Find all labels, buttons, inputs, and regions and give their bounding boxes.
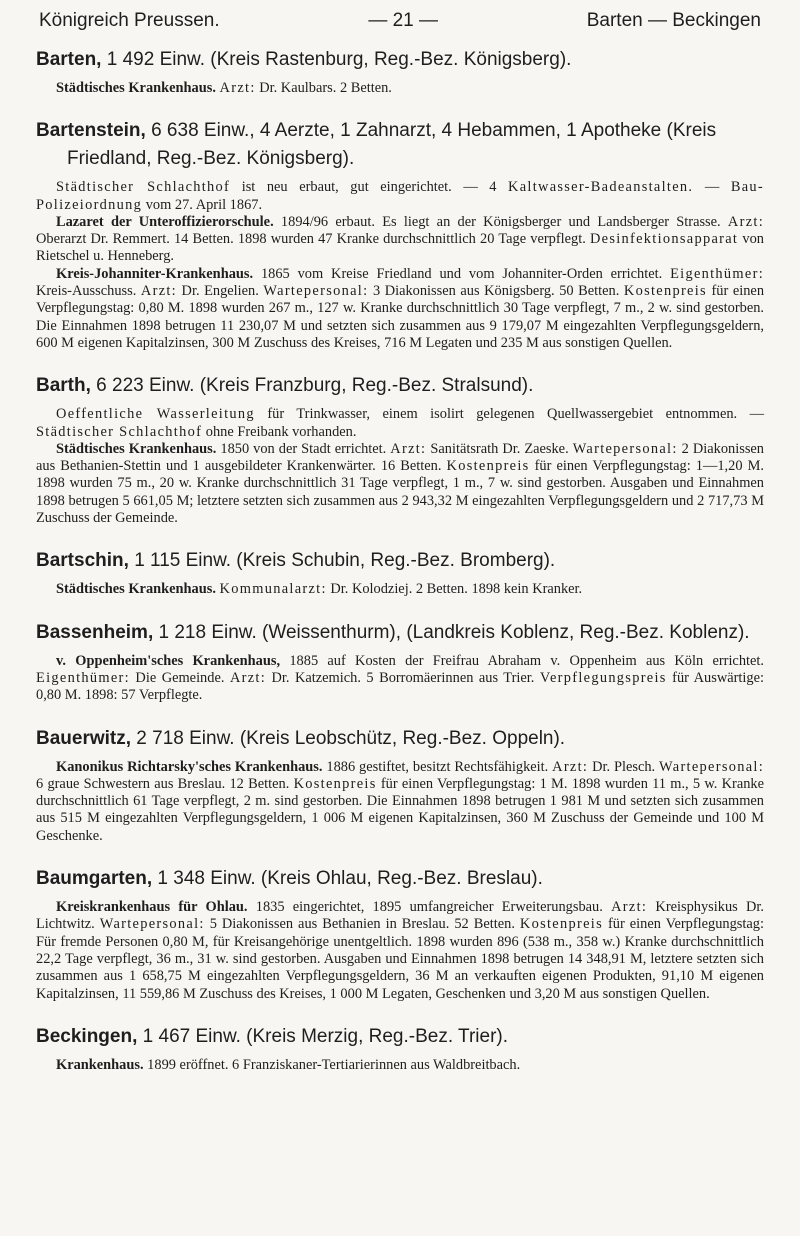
text-run: Kreisphysikus Dr. Lichtwitz.	[36, 899, 765, 933]
text-run: Die Gemeinde.	[129, 669, 230, 686]
town-details: 6 223 Einw. (Kreis Franzburg, Reg.-Bez. Stralsund).	[90, 375, 534, 397]
text-run: für einen Verpflegungstag: 1 M. 1898 wurden 11 m., 5 w. Kranke durchschnittlich 61 Tage verpflegt, 2 m. sind gestorben. Die Einnahmen 1898 betrugen 1 981 M und setzten sich zusammen aus 515 M eingezahlten Verpflegungsgeldern, 1 006 M eigenen Kapitalzinsen, 360 M Zuschuss der Gemeinde und 100 M Geschenke.	[36, 775, 765, 844]
town-name: Bartschin,	[36, 550, 129, 572]
town-name: Barth,	[36, 375, 91, 397]
text-run: vom 27. April 1867.	[142, 196, 263, 213]
spaced-term: Arzt:	[552, 758, 589, 775]
institution-name: Kanonikus Richtarsky'sches Krankenhaus.	[56, 758, 323, 775]
text-run: 1835 eingerichtet, 1895 umfangreicher Erweiterungsbau.	[247, 899, 612, 916]
text-run: für Trinkwasser, einem isolirt gelegenen Quellwassergebiet entnommen. —	[254, 406, 765, 423]
town-details: 2 718 Einw. (Kreis Leobschütz, Reg.-Bez. Oppeln).	[131, 727, 566, 749]
entry	[36, 1023, 764, 1074]
entry-paragraph	[36, 179, 764, 214]
spaced-term: Eigenthümer:	[670, 265, 764, 282]
town-name: Baumgarten,	[36, 868, 153, 890]
entry	[36, 865, 764, 1003]
town-details: 6 638 Einw., 4 Aerzte, 1 Zahnarzt, 4 Hebammen, 1 Apotheke (Kreis Friedland, Reg.-Bez. Königsberg).	[67, 120, 717, 170]
entry	[36, 619, 764, 705]
entry-paragraph	[36, 441, 764, 527]
institution-name: Kreis-Johanniter-Krankenhaus.	[56, 265, 254, 282]
entry-paragraph	[36, 1057, 764, 1074]
entry-heading	[36, 619, 764, 647]
text-run: für einen Verpflegungstag: Für fremde Personen 0,80 M, für Kreisangehörige unentgeltlich. 1898 wurden 896 (538 m., 358 w.) Kranke durchschnittlich 22,2 Tage verpflegt, 36 m., 31 w. sind gestorben. Ausgaben und Einnahmen 1898 betrugen 14 348,91 M, letztere setzten sich zusammen aus 1 658,75 M eingezahlten Verpflegungsgeldern, 36 M an verkauften eigenen Produkten, 91,10 M eigenen Kapitalzinsen, 11 559,86 M Zuschuss des Kreises, 1 000 M Legaten, Geschenken und 3,20 M aus sonstigen Quellen.	[36, 916, 764, 1002]
text-run: von Rietschel u. Henneberg.	[36, 231, 764, 265]
spaced-term: Verpflegungspreis	[539, 669, 667, 686]
page-number: — 21 —	[368, 10, 439, 31]
spaced-term: Wartepersonal:	[659, 758, 764, 775]
text-run: 5 Diakonissen aus Bethanien in Breslau. 52 Betten.	[204, 916, 520, 933]
spaced-term: Arzt:	[727, 213, 764, 230]
spaced-term: Kostenpreis	[623, 283, 707, 300]
entry-paragraph	[36, 214, 764, 266]
town-details: 1 348 Einw. (Kreis Ohlau, Reg.-Bez. Breslau).	[152, 868, 543, 890]
spaced-term: Arzt:	[611, 899, 648, 916]
spaced-term: Kostenpreis	[519, 916, 603, 933]
entry-heading	[36, 725, 764, 753]
entry-paragraph	[36, 406, 764, 441]
spaced-term: Arzt:	[229, 669, 267, 686]
text-run: für einen Verpflegungstag: 0,80 M. 1898 wurden 267 m., 127 w. Kranke durchschnittlich 30 Tage verpflegt, 7 m., 2 w. sind gestorben. Die Einnahmen 1898 betrugen 11 230,07 M und setzten sich zusammen aus 9 179,07 M eingezahlten Verpflegungsgeldern, 600 M eigenen Kapitalzinsen, 300 M Zuschuss des Kreises, 716 M Legaten und 235 M aus sonstigen Quellen.	[36, 283, 765, 351]
entry-paragraph	[36, 759, 764, 845]
entries	[36, 46, 764, 1074]
entry-paragraph	[36, 899, 764, 1003]
institution-name: v. Oppenheim'sches Krankenhaus,	[56, 652, 281, 669]
entry-paragraph	[36, 80, 764, 97]
spaced-term: Kommunalarzt:	[219, 581, 327, 598]
spaced-term: Wartepersonal:	[263, 283, 369, 300]
entry-heading	[36, 865, 764, 893]
town-name: Beckingen,	[36, 1025, 138, 1047]
institution-name: Städtisches Krankenhaus.	[56, 440, 217, 457]
text-run: 1865 vom Kreise Friedland und vom Johanniter-Orden errichtet.	[253, 265, 671, 282]
text-run: Oberarzt Dr. Remmert. 14 Betten. 1898 wurden 47 Kranke durchschnittlich 20 Tage verpflegt.	[36, 231, 590, 248]
institution-name: Städtisches Krankenhaus.	[56, 581, 216, 598]
town-name: Bauerwitz,	[36, 727, 132, 749]
entry	[36, 117, 764, 352]
entry-heading	[36, 46, 764, 74]
entry	[36, 725, 764, 845]
entry-paragraph	[36, 581, 764, 598]
spaced-term: Arzt:	[219, 80, 256, 96]
running-head	[36, 10, 764, 32]
text-run: —	[693, 179, 731, 196]
text-run: Dr. Kaulbars. 2 Betten.	[255, 80, 392, 96]
text-run: 6 graue Schwestern aus Breslau. 12 Betten.	[36, 775, 294, 792]
spaced-term: Wartepersonal:	[572, 440, 678, 457]
text-run: 1899 eröffnet. 6 Franziskaner-Tertiarierinnen aus Waldbreitbach.	[143, 1056, 521, 1073]
text-run: 1894/96 erbaut. Es liegt an der Königsberger und Landsberger Strasse.	[273, 213, 728, 230]
text-run: 1850 von der Stadt errichtet.	[216, 440, 391, 457]
entry	[36, 547, 764, 598]
spaced-term: Städtischer Schlachthof	[56, 179, 231, 196]
header-right: Barten — Beckingen	[586, 10, 761, 31]
text-run: 3 Diakonissen aus Königsberg. 50 Betten.	[368, 283, 624, 300]
spaced-term: Kostenpreis	[446, 458, 530, 475]
text-run: Dr. Kolodziej. 2 Betten. 1898 kein Kranker.	[326, 581, 583, 598]
town-details: 1 218 Einw. (Weissenthurm), (Landkreis Koblenz, Reg.-Bez. Koblenz).	[153, 621, 750, 643]
text-run: Sanitätsrath Dr. Zaeske.	[426, 440, 573, 457]
text-run: für Auswärtige: 0,80 M. 1898: 57 Verpflegte.	[36, 669, 764, 704]
text-run: 2 Diakonissen aus Bethanien-Stettin und 1 ausgebildeter Krankenwärter. 16 Betten.	[36, 440, 765, 475]
town-name: Barten,	[36, 49, 102, 70]
spaced-term: Eigenthümer:	[36, 669, 130, 686]
entry-paragraph	[36, 266, 764, 352]
town-name: Bartenstein,	[36, 120, 146, 142]
institution-name: Städtisches Krankenhaus.	[56, 80, 216, 96]
entry-paragraph	[36, 653, 764, 705]
institution-name: Lazaret der Unteroffizierorschule.	[56, 213, 274, 230]
town-name: Bassenheim,	[36, 621, 154, 643]
text-run: 1885 auf Kosten der Freifrau Abraham v. Oppenheim aus Köln errichtet.	[280, 652, 765, 669]
spaced-term: Desinfektionsapparat	[589, 231, 739, 248]
institution-name: Krankenhaus.	[56, 1056, 144, 1073]
institution-name: Kreiskrankenhaus für Ohlau.	[56, 899, 248, 916]
town-details: 1 115 Einw. (Kreis Schubin, Reg.-Bez. Bromberg).	[128, 550, 556, 572]
text-run: ohne Freibank vorhanden.	[202, 423, 357, 440]
text-run: Kreis-Ausschuss.	[36, 283, 141, 300]
entry-heading	[36, 117, 764, 173]
entry	[36, 46, 764, 97]
town-details: 1 492 Einw. (Kreis Rastenburg, Reg.-Bez. Königsberg).	[101, 49, 572, 70]
spaced-term: Kostenpreis	[293, 775, 377, 792]
entry-heading	[36, 1023, 764, 1051]
text-run: ist neu erbaut, gut eingerichtet. — 4	[230, 179, 509, 196]
text-run: Dr. Engelien.	[176, 283, 264, 300]
entry-heading	[36, 547, 764, 575]
entry	[36, 372, 764, 527]
spaced-term: Kaltwasser-Badeanstalten.	[508, 179, 694, 196]
spaced-term: Städtischer Schlachthof	[36, 423, 203, 440]
spaced-term: Bau-Polizeiordnung	[36, 179, 764, 213]
spaced-term: Arzt:	[390, 440, 427, 457]
header-left: Königreich Preussen.	[39, 10, 220, 31]
text-run: Dr. Plesch.	[588, 758, 660, 775]
text-run: Dr. Katzemich. 5 Borromäerinnen aus Trier.	[266, 669, 540, 686]
text-run: für einen Verpflegungstag: 1—1,20 M. 1898 wurden 75 m., 20 w. Kranke durchschnittlich 31 Tage verpflegt, 1 m., 7 w. sind gestorben. Ausgaben und Einnahmen 1898 betrugen 5 661,05 M; letztere setzten sich zusammen aus 2 943,32 M eingezahlten Verpflegungsgeldern und 2 717,73 M Zuschuss der Gemeinde.	[36, 458, 764, 527]
spaced-term: Oeffentliche Wasserleitung	[56, 406, 255, 423]
spaced-term: Wartepersonal:	[99, 916, 205, 933]
text-run: 1886 gestiftet, besitzt Rechtsfähigkeit.	[322, 758, 553, 775]
spaced-term: Arzt:	[140, 283, 177, 300]
town-details: 1 467 Einw. (Kreis Merzig, Reg.-Bez. Trier).	[137, 1025, 508, 1047]
entry-heading	[36, 372, 764, 400]
